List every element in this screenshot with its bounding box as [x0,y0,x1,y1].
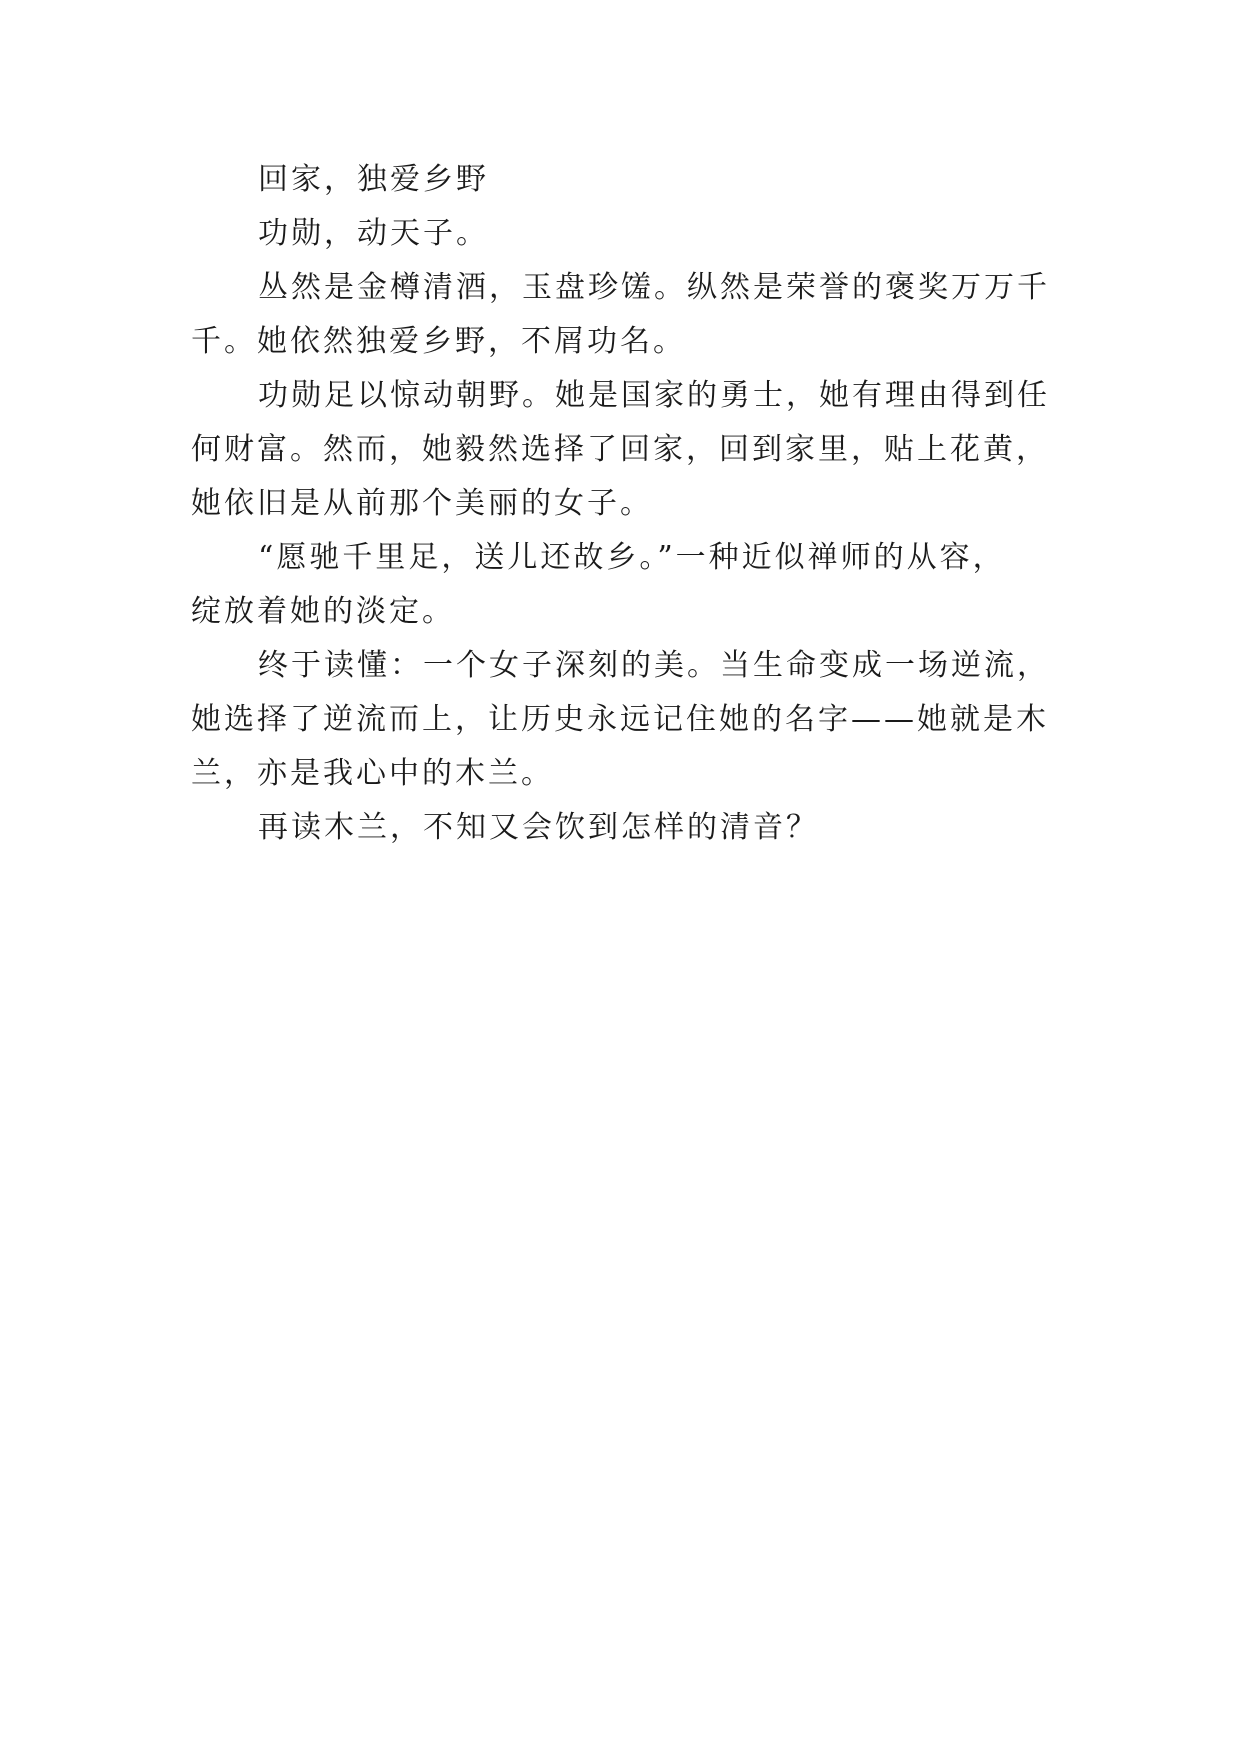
text-line: 再读木兰，不知又会饮到怎样的清音？ [258,810,819,845]
text-line: 终于读懂：一个女子深刻的美。当生命变成一场逆流， [258,648,1050,683]
text-line: 回家，独爱乡野 [258,162,489,197]
text-line: 何财富。然而，她毅然选择了回家，回到家里，贴上花黄， [191,432,1049,467]
text-line: 她依旧是从前那个美丽的女子。 [191,486,653,521]
text-line: 兰，亦是我心中的木兰。 [191,756,554,791]
text-line: 功勋足以惊动朝野。她是国家的勇士，她有理由得到任 [258,378,1050,413]
text-line: “愿驰千里足，送儿还故乡。”一种近似禅师的从容， [258,540,1006,575]
text-line: 千。她依然独爱乡野，不屑功名。 [191,324,686,359]
text-line: 绽放着她的淡定。 [191,594,455,629]
text-line: 丛然是金樽清酒，玉盘珍馐。纵然是荣誉的褒奖万万千 [258,270,1050,305]
text-line: 她选择了逆流而上，让历史永远记住她的名字——她就是木 [191,702,1049,737]
text-line: 功勋，动天子。 [258,216,489,251]
